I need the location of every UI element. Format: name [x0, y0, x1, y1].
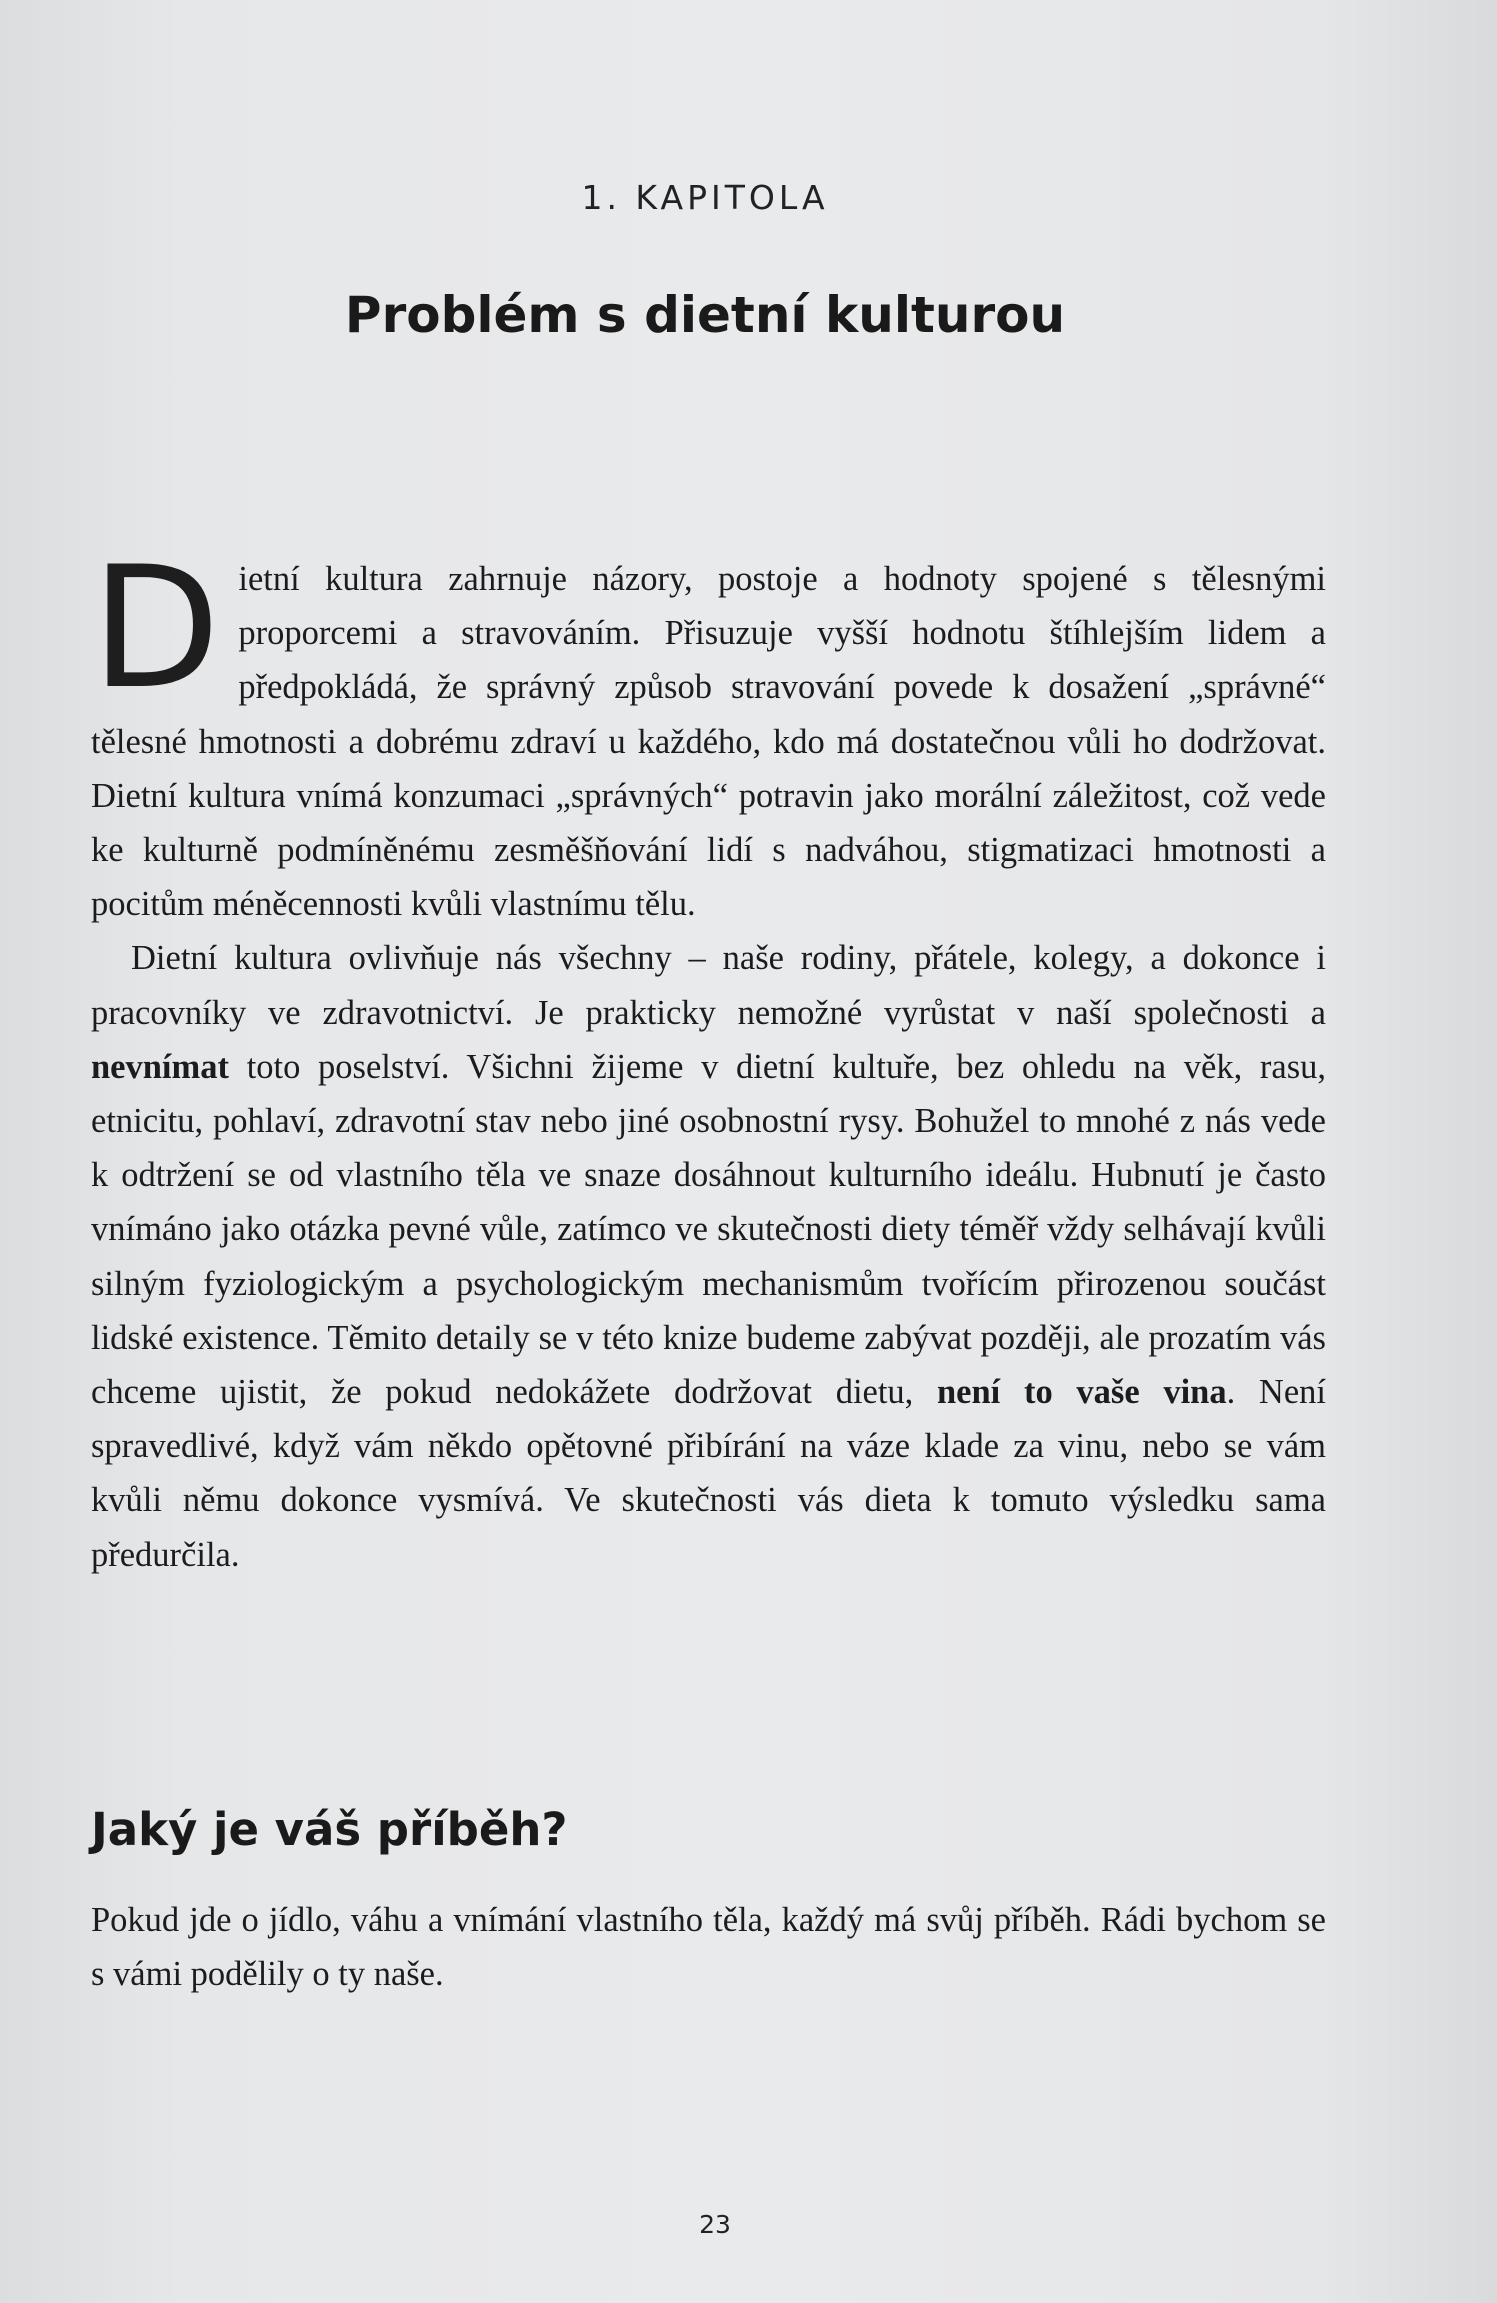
chapter-body	[91, 530, 1326, 1582]
section-paragraph: Pokud jde o jídlo, váhu a vnímání vlastního těla, každý má svůj příběh. Rádi bychom se s vámi podělily o ty naše.	[91, 1901, 1326, 1994]
drop-cap: D	[91, 530, 221, 726]
paragraph-1	[91, 530, 1326, 931]
section-heading: Jaký je váš příběh?	[91, 1803, 568, 1856]
page-number: 23	[699, 2210, 731, 2239]
emphasis-nevnimat: nevnímat	[91, 1047, 229, 1086]
paragraph-1-text: ietní kultura zahrnuje názory, postoje a hodnoty spojené s tělesnými proporcemi a stravováním. Přisuzuje vyšší hodnotu štíhlejším lidem a předpokládá, že správný způsob stravování povede k dosažení „správné“ tělesné hmotnosti a dobrému zdraví u každého, kdo má dostatečnou vůli ho dodržovat. Dietní kultura vnímá konzumaci „správných“ potravin jako morální záležitost, což vede ke kulturně podmíněnému zesměšňování lidí s nadváhou, stigmatizaci hmotnosti a pocitům méněcennosti kvůli vlastnímu tělu.	[91, 560, 1326, 924]
emphasis-neni-to-vase-vina: není to vaše vina	[937, 1373, 1227, 1412]
chapter-title: Problém s dietní kulturou	[344, 286, 1066, 344]
chapter-label: 1. KAPITOLA	[581, 178, 829, 217]
paragraph-2	[91, 931, 1326, 1581]
paragraph-2-text-c: . Není spravedlivé, když vám někdo opětovné přibírání na váze klade za vinu, nebo se vám kvůli němu dokonce vysmívá. Ve skutečnosti vás dieta k tomuto výsledku sama předurčila.	[91, 1373, 1326, 1574]
paragraph-2-text-a: Dietní kultura ovlivňuje nás všechny – naše rodiny, přátele, kolegy, a dokonce i pracovníky ve zdravotnictví. Je prakticky nemožné vyrůstat v naší společnosti a	[91, 939, 1326, 1032]
paragraph-2-text-b: toto poselství. Všichni žijeme v dietní kultuře, bez ohledu na věk, rasu, etnicitu, pohlaví, zdravotní stav nebo jiné osobnostní rysy. Bohužel to mnohé z nás vede k odtržení se od vlastního těla ve snaze dosáhnout kulturního ideálu. Hubnutí je často vnímáno jako otázka pevné vůle, zatímco ve skutečnosti diety téměř vždy selhávají kvůli silným fyziologickým a psychologickým mechanismům tvořícím přirozenou součást lidské existence. Těmito detaily se v této knize budeme zabývat později, ale prozatím vás chceme ujistit, že pokud nedokážete dodržovat dietu,	[91, 1047, 1326, 1412]
